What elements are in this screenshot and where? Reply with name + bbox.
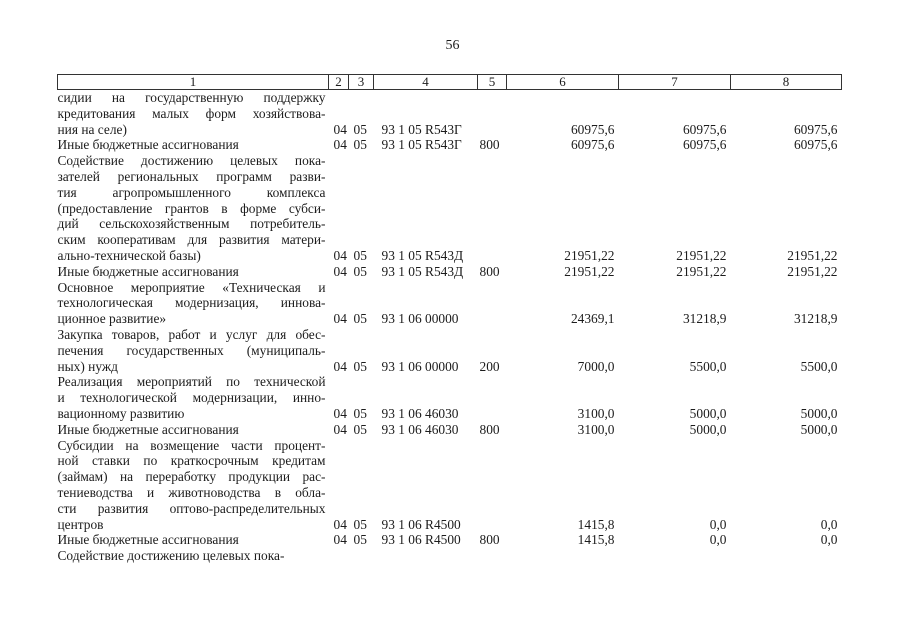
item-name-line: ных) нужд	[57, 358, 118, 374]
expense-type-code	[478, 374, 507, 421]
amount-year-3: 21951,22	[787, 247, 838, 263]
amount-year-1: 1415,8	[577, 516, 615, 532]
item-name-line: Закупка товаров, работ и услуг для обес-	[57, 326, 326, 342]
section-code: 04	[333, 516, 347, 532]
expense-type-code: 800	[479, 421, 500, 437]
column-header-2: 2	[329, 75, 349, 90]
amount-year-3: 60975,6	[793, 137, 838, 153]
subsection-code: 05	[353, 263, 367, 279]
amount-year-3: 60975,6	[793, 121, 838, 137]
section-code: 04	[333, 137, 347, 153]
subsection-code: 05	[353, 247, 367, 263]
subsection-code: 05	[353, 311, 367, 327]
item-name-line: Иные бюджетные ассигнования	[57, 263, 239, 279]
amount-year-2: 5000,0	[689, 421, 727, 437]
item-name	[58, 374, 329, 421]
item-name-line: Иные бюджетные ассигнования	[57, 421, 239, 437]
item-name-line: Субсидии на возмещение части процент-	[57, 437, 326, 453]
table-row	[58, 438, 842, 533]
amount-year-3: 21951,22	[787, 263, 838, 279]
amount-year-2: 21951,22	[676, 247, 727, 263]
section-code: 04	[333, 263, 347, 279]
item-name-line: Содействие достижению целевых пока-	[57, 153, 326, 169]
table-row	[58, 548, 842, 564]
subsection-code: 05	[353, 532, 367, 548]
item-name	[58, 327, 329, 374]
item-name-line: ским кооперативам для развития матери-	[57, 232, 326, 248]
item-name	[58, 548, 329, 564]
target-article-code: 93 1 06 46030	[381, 421, 459, 437]
item-name	[58, 532, 329, 548]
item-name	[58, 280, 329, 327]
amount-year-3: 5000,0	[800, 421, 838, 437]
item-name	[58, 438, 329, 533]
amount-year-1: 3100,0	[577, 405, 615, 421]
section-code: 04	[333, 532, 347, 548]
table-row	[58, 153, 842, 264]
expense-type-code	[478, 280, 507, 327]
expense-type-code: 800	[479, 137, 500, 153]
column-header-7: 7	[619, 75, 731, 90]
expense-type-code	[478, 438, 507, 533]
table-header-row	[58, 75, 842, 90]
item-name	[58, 264, 329, 280]
expense-type-code	[478, 90, 507, 138]
section-code: 04	[333, 405, 347, 421]
amount-year-1: 24369,1	[570, 311, 615, 327]
amount-year-2: 31218,9	[682, 311, 727, 327]
amount-year-3: 5500,0	[800, 358, 838, 374]
section-code: 04	[333, 358, 347, 374]
column-header-4: 4	[374, 75, 478, 90]
expense-type-code: 200	[479, 358, 500, 374]
amount-year-3: 5000,0	[800, 405, 838, 421]
amount-year-1: 7000,0	[577, 358, 615, 374]
table-row	[58, 422, 842, 438]
target-article-code: 93 1 05 R543Г	[381, 137, 462, 153]
item-name-line: ционное развитие»	[57, 311, 167, 327]
amount-year-1: 21951,22	[564, 263, 615, 279]
amount-year-3: 31218,9	[793, 311, 838, 327]
item-name-line: Основное мероприятие «Техническая и	[57, 279, 326, 295]
item-name-line: ально-технической базы)	[57, 247, 201, 263]
item-name-line: тениеводства и животноводства в обла-	[57, 484, 326, 500]
item-name	[58, 153, 329, 264]
item-name	[58, 90, 329, 138]
item-name-line: сти развития оптово-распределительных	[57, 500, 326, 516]
item-name-line: и технологической модернизации, инно-	[57, 390, 326, 406]
section-code: 04	[333, 311, 347, 327]
item-name-line: зателей региональных программ разви-	[57, 168, 326, 184]
target-article-code: 93 1 05 R543Д	[381, 247, 464, 263]
table-row	[58, 280, 842, 327]
item-name	[58, 422, 329, 438]
subsection-code: 05	[353, 405, 367, 421]
item-name-line: сидии на государственную поддержку	[57, 90, 326, 105]
amount-year-2: 0,0	[709, 516, 727, 532]
column-header-3: 3	[349, 75, 374, 90]
section-code: 04	[333, 247, 347, 263]
amount-year-1: 21951,22	[564, 247, 615, 263]
amount-year-1: 3100,0	[577, 421, 615, 437]
subsection-code: 05	[353, 121, 367, 137]
amount-year-1: 60975,6	[570, 137, 615, 153]
page-number: 56	[445, 38, 460, 53]
item-name-line: Иные бюджетные ассигнования	[57, 137, 239, 153]
table-body	[58, 90, 842, 564]
amount-year-2	[619, 548, 731, 564]
expense-type-code: 800	[479, 532, 500, 548]
item-name-line: Реализация мероприятий по технической	[57, 374, 326, 390]
item-name	[58, 137, 329, 153]
item-name-line: центров	[57, 516, 104, 532]
item-name-line: кредитования малых форм хозяйствова-	[57, 105, 326, 121]
column-header-1: 1	[58, 75, 329, 90]
table-row	[58, 137, 842, 153]
target-article-code	[374, 548, 478, 564]
section-code	[329, 548, 349, 564]
item-name-line: ной ставки по краткосрочным кредитам	[57, 453, 326, 469]
target-article-code: 93 1 06 R4500	[381, 532, 461, 548]
amount-year-2: 21951,22	[676, 263, 727, 279]
section-code: 04	[333, 421, 347, 437]
table-row	[58, 90, 842, 138]
section-code: 04	[333, 121, 347, 137]
item-name-line: дий сельскохозяйственным потребитель-	[57, 216, 326, 232]
subsection-code: 05	[353, 358, 367, 374]
amount-year-3: 0,0	[820, 516, 838, 532]
column-header-5: 5	[478, 75, 507, 90]
item-name-line: (предоставление грантов в форме субси-	[57, 200, 326, 216]
table-row	[58, 327, 842, 374]
amount-year-1: 1415,8	[577, 532, 615, 548]
amount-year-3	[731, 548, 842, 564]
amount-year-2: 60975,6	[682, 137, 727, 153]
budget-table	[57, 74, 842, 564]
item-name-line: ния на селе)	[57, 121, 127, 137]
target-article-code: 93 1 06 46030	[381, 405, 459, 421]
item-name-line: технологическая модернизация, иннова-	[57, 295, 326, 311]
subsection-code	[349, 548, 374, 564]
amount-year-3: 0,0	[820, 532, 838, 548]
item-name-line: Иные бюджетные ассигнования	[57, 532, 239, 548]
amount-year-2: 5000,0	[689, 405, 727, 421]
target-article-code: 93 1 06 00000	[381, 358, 459, 374]
expense-type-code: 800	[479, 263, 500, 279]
column-header-8: 8	[731, 75, 842, 90]
target-article-code: 93 1 05 R543Д	[381, 263, 464, 279]
table-row	[58, 264, 842, 280]
subsection-code: 05	[353, 137, 367, 153]
subsection-code: 05	[353, 421, 367, 437]
amount-year-1: 60975,6	[570, 121, 615, 137]
amount-year-1	[507, 548, 619, 564]
amount-year-2: 0,0	[709, 532, 727, 548]
target-article-code: 93 1 06 00000	[381, 311, 459, 327]
column-header-6: 6	[507, 75, 619, 90]
target-article-code: 93 1 05 R543Г	[381, 121, 462, 137]
target-article-code: 93 1 06 R4500	[381, 516, 461, 532]
expense-type-code	[478, 153, 507, 264]
item-name-line: вационному развитию	[57, 405, 185, 421]
item-name-line: (займам) на переработку продукции рас-	[57, 469, 326, 485]
table-row	[58, 374, 842, 421]
expense-type-code	[478, 548, 507, 564]
item-name-line: печения государственных (муниципаль-	[57, 342, 326, 358]
item-name-line: тия агропромышленного комплекса	[57, 184, 326, 200]
amount-year-2: 5500,0	[689, 358, 727, 374]
subsection-code: 05	[353, 516, 367, 532]
table-row	[58, 532, 842, 548]
item-name-line: Содействие достижению целевых пока-	[57, 548, 285, 564]
amount-year-2: 60975,6	[682, 121, 727, 137]
